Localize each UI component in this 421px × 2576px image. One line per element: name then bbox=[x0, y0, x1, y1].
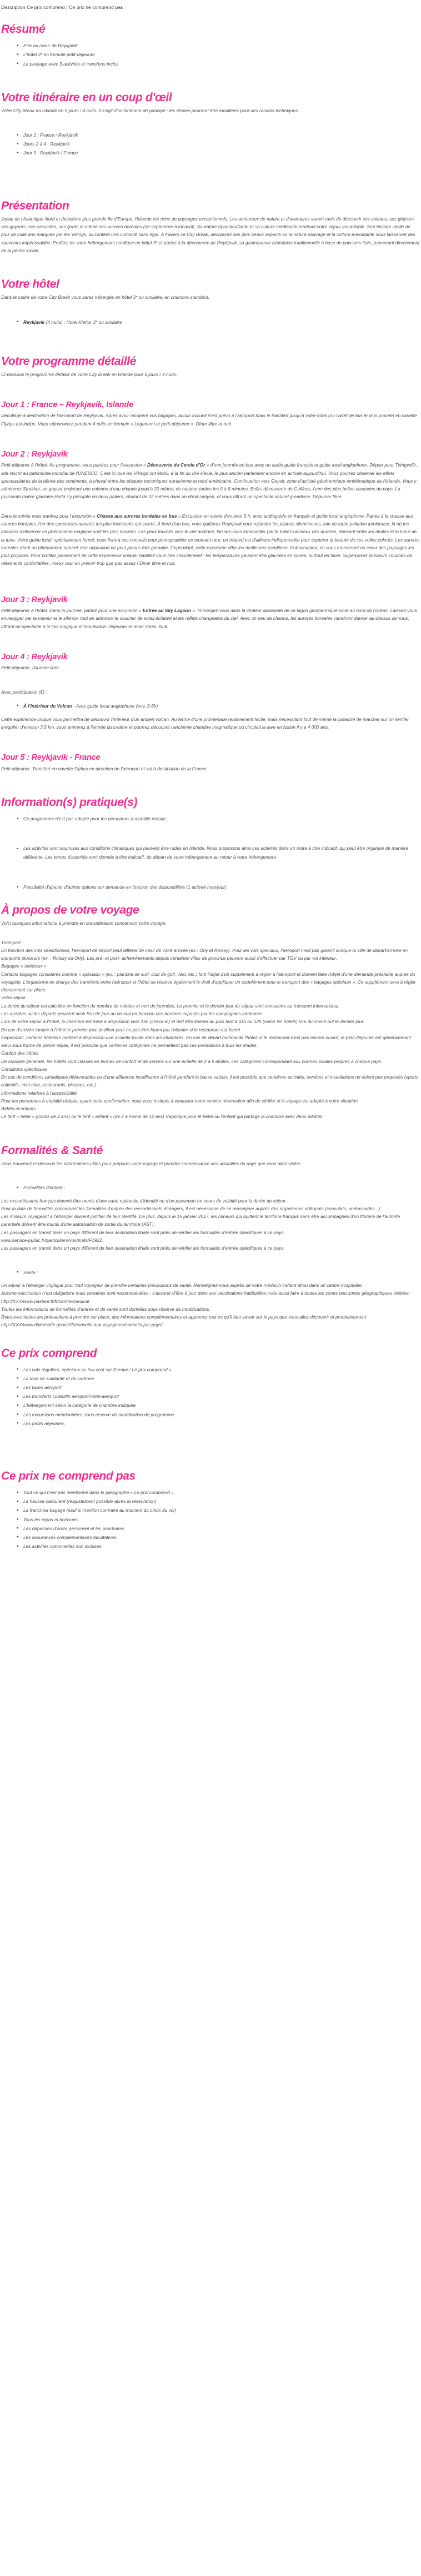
day-title-2: Jour 2 : Reykjavik bbox=[1, 450, 68, 459]
block-heading: Transport bbox=[1, 939, 21, 945]
list-item: • Les taxes aéroport bbox=[18, 1383, 420, 1392]
list-item: • Les petits déjeuners bbox=[18, 1419, 420, 1428]
block-heading: Votre séjour bbox=[1, 995, 26, 1001]
day-paragraph: Petit-déjeuner. Transfert en navette Flybus en direction de l'aéroport et vol à destination de la France. bbox=[1, 765, 208, 771]
list-item: • Jour 1 : France / Reykjavik bbox=[18, 131, 420, 139]
section-title-programme: Votre programme détaillé bbox=[1, 354, 136, 368]
block-paragraph: Les arrivées ou les départs peuvent avoir lieu de jour ou de nuit en fonction des horaires imposés par les compagnies aériennes. bbox=[1, 1011, 264, 1017]
section-title-hotel: Votre hôtel bbox=[1, 278, 59, 291]
section-title-itineraire: Votre itinéraire en un coup d'œil bbox=[1, 91, 172, 104]
list-item: • Jours 2 à 4 : Reykjavik bbox=[18, 139, 420, 148]
block-heading: Bagages « spéciaux » bbox=[1, 963, 47, 969]
block-heading: Confort des hôtels bbox=[1, 1050, 39, 1056]
list-item: • Etre au cœur de Reykjavik bbox=[18, 41, 420, 50]
list-item: • Les vols réguliers, spéciaux ou low cost sur Europe / Le prix comprend » bbox=[18, 1365, 420, 1374]
list-item: • La taxe de solidarité et de carbone bbox=[18, 1374, 420, 1383]
list-item: • Le package avec 3 activités et transferts inclus bbox=[18, 59, 420, 68]
block-paragraph: En cas de conditions climatiques défavorables ou d'une affluence insuffisante à l'hôtel pendant la basse saison, il est possible que certaines activités, services et installations ne soient pas proposés (sports collectifs, mini-club, restaurants, piscines, etc.). bbox=[1, 1074, 419, 1088]
itineraire-intro: Votre City Break en Islande en 5 jours / 4 nuits. Il s'agit d'un itinéraire de principe : les étapes pourront être modifiées pour des raisons techniques. bbox=[1, 107, 299, 113]
section-title-presentation: Présentation bbox=[1, 199, 69, 212]
list-item: • À l'intérieur du Volcan - Avec guide local anglophone (env. 5-6h) bbox=[18, 701, 420, 710]
informations-list-1 bbox=[1, 814, 420, 823]
day-paragraph: Dans la soirée vous partirez pour l'excursion « Chasse aux aurores boréales en bus » Excursion en soirée d'environ 3 h, avec audioguide en français et guide local anglophone. Partez à la chasse aux aurores boréales, l'un des spectacles naturels les plus fascinants qui soient. À bord d'un bus, vous quitterez Reykjavik pour rejoindre les plaines silencieuses, loin de toute pollution lumineuse, là où les chances d'observer ce phénomène magique sont les plus élevées. Les yeux tournés vers le ciel arctique, laissez-vous émerveiller par le ballet lumineux des aurores, dansant entre les étoiles et la lueur de la lune. Votre guide local, spécialement formé, vous livrera ses conseils pour photographier ce moment rare, un trépied est d'ailleurs indispensable pour capturer la beauté de ces voiles colorés. Les aurores boréales étant un phénomène naturel, leur apparition ne peut jamais être garantie. Cependant, cette excursion offre les meilleures conditions d'observation, en vous emmenant au cœur des paysages les plus propices. Pour profiter pleinement de cette expérience unique, habillez-vous très chaudement : les températures peuvent être glaciales en soirée, surtout en hiver. Superposez plusieurs couches de vêtements confortables, mieux vaut en prévoir trop que pas assez ! Dîner libre et nuit. bbox=[1, 513, 420, 567]
block-paragraph: Le tarif « bébé » (moins de 2 ans) ou le tarif « enfant » (de 2 à moins de 12 ans) s'applique pour le bébé ou l'enfant qui partage la chambre avec deux adultes. bbox=[1, 1114, 324, 1120]
informations-list-2 bbox=[1, 844, 420, 861]
list-item: • Santé : bbox=[18, 1269, 420, 1277]
apropos-block-confort bbox=[1, 1049, 420, 1065]
apropos-block-conditions bbox=[1, 1065, 420, 1089]
list-item: • Les dépenses d'ordre personnel et les pourboires bbox=[18, 1524, 420, 1533]
block-paragraph: En cas d'arrivée tardive à l'hôtel le premier jour, le dîner peut ne pas être fourni par l'hôtelier si le restaurant est fermé. bbox=[1, 1026, 242, 1033]
list-item: • La franchise bagage (sauf si mention contraire au moment du choix du vol) bbox=[18, 1506, 420, 1515]
day-title-1: Jour 1 : France – Reykjavik, Islande bbox=[1, 400, 133, 410]
section-title-inclus: Ce prix comprend bbox=[1, 1346, 97, 1360]
day-title-4: Jour 4 : Reykjavik bbox=[1, 652, 68, 661]
apropos-block-bebes bbox=[1, 1105, 420, 1121]
block-paragraph: De manière générale, les hôtels sont classés en termes de confort et de service sur une échelle de 2 à 5 étoiles, ces catégories correspondant aux normes locales propres à chaque pays. bbox=[1, 1058, 383, 1064]
block-link[interactable]: http://XXX/www.diplomatie.gouv.fr/fr/conseils-aux-voyageurs/conseils-par-pays/ bbox=[1, 1322, 163, 1328]
block-paragraph: Les passagers en transit dans un pays différent de leur destination finale sont priés de vérifier les formalités d'entrée spécifiques à ce pays. bbox=[1, 1229, 285, 1235]
block-paragraph: Certains bagages considérés comme « spéciaux » (ex. : planche de surf, club de golf, vélo, etc.) font l'objet d'un supplément à régler à l'aéroport et doivent faire l'objet d'une demande préalable auprès du voyagiste. L'organisme en charge des transferts entre l'aéroport et l'hôtel se réserve également le droit d'appliquer un supplément pour le transport des « bagages spéciaux ». Ce supplément sera à régler directement sur place. bbox=[1, 971, 416, 993]
block-paragraph: Les mineurs voyageant à l'étranger doivent justifier de leur identité. De plus, depuis le 15 janvier 2017, les mineurs qui quittent le territoire français sans être accompagnés d'un titulaire de l'autorité parentale doivent être munis d'une autorisation de sortie du territoire (AST). bbox=[1, 1214, 400, 1227]
section-title-resume: Résumé bbox=[1, 23, 46, 36]
list-item: • Jour 5 : Reykjavik / France bbox=[18, 148, 420, 157]
apropos-block-sejour bbox=[1, 994, 420, 1049]
list-item: • Tout ce qui n'est pas mentionné dans le paragraphe « Le prix comprend » bbox=[18, 1488, 420, 1497]
list-item: • L'hébergement selon la catégorie de chambre indiquée bbox=[18, 1401, 420, 1410]
day-paragraph: Petit-déjeuner à l'hôtel. Dans la journée, partez pour une excursion « Entrée au Sky Lagoon ». Immergez-vous dans la chaleur apaisante de ce lagon géothermique situé au bord de l'océan. Laissez-vous envelopper par la vapeur et le silence, tout en admirant le coucher de soleil éclatant et les reflets changeants du ciel. Avec un peu de chance, les aurores boréales viendront danser au-dessus de vous, offrant un spectacle à la fois magique et inoubliable. Déjeuner et dîner libres. Nuit. bbox=[1, 607, 417, 629]
list-item: • Les assurances complémentaires facultatives. bbox=[18, 1533, 420, 1542]
block-paragraph: Pour les personnes à mobilité réduite, ayant toute confirmation, nous vous invitons à contacter notre service réservation afin de vérifier si le voyage est adapté à votre situation. bbox=[1, 1097, 359, 1104]
block-heading: Conditions spécifiques bbox=[1, 1066, 48, 1072]
block-paragraph: Un séjour à l'étranger implique pour tout voyageur de prendre certaines précautions de santé. Renseignez-vous auprès de votre médecin traitant et/ou dans un centre hospitalier. bbox=[1, 1282, 363, 1289]
block-paragraph: La durée du séjour est calculée en fonction du nombre de nuitées et non de journées. Le premier et le dernier jour du séjour sont consacrés au transport international. bbox=[1, 1003, 340, 1009]
section-title-informations: Information(s) pratique(s) bbox=[1, 796, 138, 809]
formalites-sante-heading-list bbox=[1, 1269, 420, 1277]
block-link[interactable]: www.service-public.fr/particuliers/vosdroits/F1922 bbox=[1, 1237, 102, 1243]
presentation-paragraph: Joyau de l'Atlantique Nord et deuxième plus grande île d'Europe, l'Islande est riche de paysages exceptionnels. Les amoureux de nature et d'aventures seront ravis de découvrir ses volcans, ses glaciers, ses geysers, ses cascades, ses fjords et même ses aurores boréales (de septembre à mi-avril). Sa nature époustouflante et sa culture médiévale rendront votre séjour inoubliable. Son histoire vieille de plus de mille ans marquée par les Vikings, lui confère une curiosité sans égal. À travers ce City Break, découvrez ses plus beaux aspects où la nature sauvage et la culture envoûtante vous laisseront des souvenirs impérissables. Profitez de votre hébergement nordique en hôtel 3* et partez à la découverte de Reykjavik, sa gastronomie islandaise traditionnelle à base de poissons frais, provenant directement de la pêche locale. bbox=[1, 215, 420, 253]
section-title-apropos: À propos de votre voyage bbox=[1, 904, 139, 917]
inclus-list bbox=[1, 1365, 420, 1428]
block-paragraph: Cependant, certains hôteliers mettent à disposition une assiette froide dans les chambres. En cas de départ matinal de l'hôtel, si le restaurant n'est pas encore ouvert, le petit-déjeuner est généralement servi sous forme de panier repas, il est possible que certaines catégories ne permettent pas ces prestations à tous les stades. bbox=[1, 1034, 411, 1049]
block-paragraph: Toutes les informations de formalités d'entrée et de santé sont données sous réserve de modifications. bbox=[1, 1306, 210, 1312]
list-item: • Possibilité d'ajouter d'autres options sur demande en fonction des disponibilités (1 activité max/jour). bbox=[18, 883, 420, 891]
formalites-entree-heading-list bbox=[1, 1184, 420, 1192]
section-title-formalites: Formalités & Santé bbox=[1, 1144, 103, 1157]
non-inclus-list bbox=[1, 1488, 420, 1551]
block-paragraph: En fonction des vols sélectionnés, l'aéroport de départ peut différer de celui de votre arrivée (ex : Orly et Roissy). Pour les vols spéciaux, l'aéroport n'est pas garanti lorsque la ville de départ/arrivée en comporte plusieurs (ex. : Roissy ou Orly). Les pré- et post- acheminements depuis certaines villes de province peuvent aussi s'effectuer par TGV ou par vol intérieur. bbox=[1, 947, 408, 961]
hotel-intro: Dans le cadre de votre City Break vous serez hébergés en hôtel 3* ou similaire, en chambre standard. bbox=[1, 294, 209, 300]
day4-option-label: Avec participation (€) : bbox=[1, 689, 47, 695]
day-title-3: Jour 3 : Reykjavik bbox=[1, 595, 68, 604]
day4-option-list bbox=[1, 701, 420, 710]
day-paragraph: Décollage à destination de l'aéroport de Reykjavik. Après avoir récupéré vos bagages, aucun accueil n'est prévu à l'aéroport mais le transfert jusqu'à votre hôtel (ou l'arrêt de bus le plus proche) en navette Flybus est inclus. Vous séjournerez pendant 4 nuits en formule « Logement et petit-déjeuner ». Dîner libre et nuit. bbox=[1, 413, 417, 427]
day-title-5: Jour 5 : Reykjavik - France bbox=[1, 753, 101, 763]
list-item: • Les activités sont soumises aux conditions climatiques qui peuvent être rudes en Islande. Nous proposons ainsi ces activités dans un ordre à titre indicatif, qui peut être organisé de manière différente. Les temps d'activités sont donnés à titre indicatif, du départ de votre hébergement au retour à votre hébergement. bbox=[18, 844, 420, 861]
apropos-block-bagages bbox=[1, 962, 420, 994]
apropos-block-accessibilite bbox=[1, 1089, 420, 1105]
programme-intro: Ci-dessous le programme détaillé de votre City Break en Islande pour 5 jours / 4 nuits. bbox=[1, 371, 177, 377]
apropos-block-transport bbox=[1, 939, 420, 963]
formalites-block-sante bbox=[1, 1281, 420, 1329]
day4-option-paragraph: Cette expérience unique vous permettra de découvrir l'intérieur d'un ancien volcan. Au terme d'une promenade relativement facile, mais nécessitant tout de même la capacité de marcher sur un sentier irrégulier d'environ 3,5 km, vous arriverez à l'entrée du cratère et pourrez découvrir l'ancienne chambre magmatique où circulait la lave en fusion il y a 4 000 ans. bbox=[1, 716, 409, 730]
list-item: • La hausse carburant (réajustement possible après la réservation) bbox=[18, 1497, 420, 1506]
section-title-non-inclus: Ce prix ne comprend pas bbox=[1, 1469, 136, 1482]
block-paragraph: Pour la date de formalités concernant les formalités d'entrée des ressortissants étrangers, il est nécessaire de se renseigner auprès des organismes adéquats (consulats, ambassades...). bbox=[1, 1205, 382, 1211]
day-paragraph: Petit-déjeuner. Journée libre. bbox=[1, 665, 61, 671]
apropos-intro: Voici quelques informations à prendre en considération concernant votre voyage. bbox=[1, 920, 167, 926]
block-paragraph: Lors de votre séjour à l'hôtel, la chambre est mise à disposition vers 15h (check-in) et doit être libérée au plus tard à 11h ou 12h (selon les hôtels) lors du check-out le dernier jour. bbox=[1, 1019, 365, 1025]
resume-list bbox=[1, 41, 420, 68]
list-item: • L'hôtel 3* en formule petit-déjeuner bbox=[18, 50, 420, 59]
block-heading: Informations relatives à l'accessibilité bbox=[1, 1090, 77, 1096]
block-link[interactable]: http://XXX/www.pasteur.fr/fr/centre-medical bbox=[1, 1298, 89, 1304]
hotel-list bbox=[1, 318, 420, 327]
list-item: • Les excursions mentionnées, sous réserve de modification de programme bbox=[18, 1410, 420, 1419]
breadcrumb: Description Ce prix comprend / Ce prix ne comprend pas bbox=[1, 4, 123, 10]
block-paragraph: Aucune vaccination n'est obligatoire mais certaines sont recommandées : s'assurer d'être à jour dans ses vaccinations habituelles mais aussi faire à toutes les zones peu zones géographiques visitées. bbox=[1, 1290, 410, 1296]
list-item: • Reykjavik (4 nuits) : Hotel Klettur 3* ou similaire bbox=[18, 318, 420, 327]
formalites-intro: Vous trouverez ci-dessous les informations utiles pour préparer votre voyage et prendre connaissance des actualités du pays que vous allez visiter. bbox=[1, 1160, 302, 1166]
list-item: • Formalités d'entrée : bbox=[18, 1184, 420, 1192]
list-item: • Les transferts collectifs aéroport-hôtel-aéroport bbox=[18, 1392, 420, 1401]
list-item: • Ce programme n'est pas adapté pour les personnes à mobilité réduite. bbox=[18, 814, 420, 823]
block-paragraph: Retrouvez toutes les précautions à prendre sur place, des informations complémentaires et apprenez tout ce qu'il faut savoir sur le pays que vous allez découvrir et prochainement. bbox=[1, 1314, 368, 1320]
informations-list-3 bbox=[1, 883, 420, 891]
block-heading: Bébés et enfants bbox=[1, 1106, 36, 1112]
block-paragraph: Les passagers en transit dans un pays différent de leur destination finale sont priés de vérifier les formalités d'entrée spécifiques à ce pays. bbox=[1, 1245, 285, 1251]
day-paragraph: Petit-déjeuner à l'hôtel. Au programme, vous partirez pour l'excursion « Découverte du Cercle d'Or » d'une journée en bus avec un audio guide français et guide local anglophone. Départ pour Thingvellir, site inscrit au patrimoine mondial de l'UNESCO. C'est ici que les Vikings ont établi, à la fin du IXe siècle, le plus ancien parlement encore en activité aujourd'hui. Vous pourrez observer les effets spectaculaires de la dérive des continents, à cheval entre les plaques tectoniques eurasienne et nord-américaine. Continuation vers Geysir, zone d'activité géothermique emblématique de l'Islande. Vous y admirerez Strokkur, un geyser projetant une colonne d'eau chaude jusqu'à 20 mètres de hauteur toutes les 5 à 8 minutes. Enfin, découverte de Gullfoss, l'une des plus belles cascades du pays. La puissante rivière glaciaire Hvítá s'y précipite en deux paliers, chutant de 32 mètres dans un étroit canyon, et vous offrant un spectacle naturel grandiose. Déjeuner libre. bbox=[1, 462, 417, 500]
list-item: • Tous les repas et boissons bbox=[18, 1515, 420, 1524]
block-paragraph: Les ressortissants français doivent être munis d'une carte nationale d'identité ou d'un passeport en cours de validité pour la durée du séjour. bbox=[1, 1197, 287, 1204]
itineraire-list bbox=[1, 131, 420, 158]
list-item: • Les activités optionnelles non incluses bbox=[18, 1542, 420, 1551]
formalites-block-entree bbox=[1, 1197, 420, 1252]
